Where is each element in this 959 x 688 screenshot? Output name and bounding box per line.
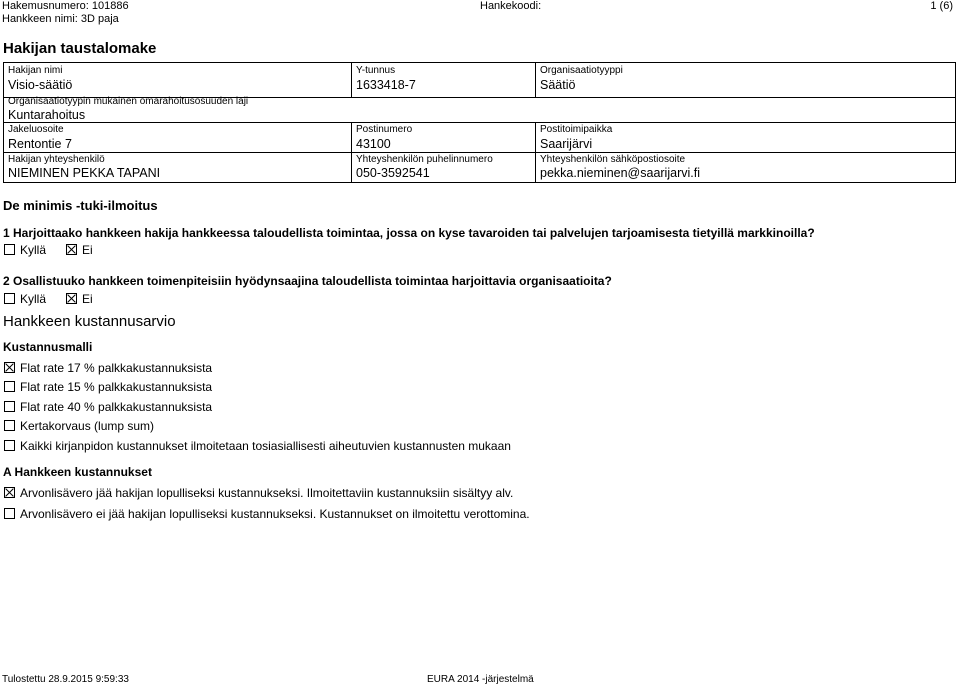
cost-model-option[interactable] bbox=[4, 361, 212, 375]
project-code: Hankekoodi: bbox=[480, 0, 542, 12]
postcode-label: Postinumero bbox=[356, 124, 413, 135]
q2-yes-option[interactable] bbox=[4, 292, 46, 306]
city: Saarijärvi bbox=[540, 137, 593, 151]
cost-model-option[interactable] bbox=[4, 439, 511, 453]
budget-title: Hankkeen kustannusarvio bbox=[3, 313, 176, 330]
cost-model-option[interactable] bbox=[4, 419, 154, 433]
cost-model-label: Kertakorvaus (lump sum) bbox=[20, 419, 155, 433]
cofunding: Kuntarahoitus bbox=[8, 108, 86, 122]
q2-yes-label: Kyllä bbox=[20, 292, 47, 306]
checkbox-checked-icon bbox=[4, 362, 15, 373]
q1-no-option[interactable] bbox=[66, 243, 93, 257]
checkbox-empty-icon bbox=[4, 381, 15, 392]
q1-no-label: Ei bbox=[82, 243, 93, 257]
checkbox-empty-icon bbox=[4, 508, 15, 519]
q1-yes-option[interactable] bbox=[4, 243, 46, 257]
city-label: Postitoimipaikka bbox=[540, 124, 613, 135]
applicant-name-label: Hakijan nimi bbox=[8, 65, 63, 76]
email: pekka.nieminen@saarijarvi.fi bbox=[540, 166, 700, 180]
vat-option[interactable] bbox=[4, 507, 530, 521]
q1-yes-label: Kyllä bbox=[20, 243, 47, 257]
application-number: Hakemusnumero: 101886 bbox=[2, 0, 129, 12]
phone-label: Yhteyshenkilön puhelinnumero bbox=[356, 154, 493, 165]
checkbox-checked-icon bbox=[66, 293, 77, 304]
project-name: Hankkeen nimi: 3D paja bbox=[2, 13, 119, 25]
q2-no-option[interactable] bbox=[66, 292, 93, 306]
cost-model-title: Kustannusmalli bbox=[3, 340, 93, 354]
checkbox-empty-icon bbox=[4, 440, 15, 451]
postcode: 43100 bbox=[356, 137, 391, 151]
phone: 050-3592541 bbox=[356, 166, 430, 180]
system-name: EURA 2014 -järjestelmä bbox=[427, 674, 534, 685]
form-title: Hakijan taustalomake bbox=[3, 40, 157, 57]
project-costs-title: A Hankkeen kustannukset bbox=[3, 465, 152, 479]
cost-model-label: Flat rate 15 % palkkakustannuksista bbox=[20, 380, 213, 394]
contact: NIEMINEN PEKKA TAPANI bbox=[8, 166, 161, 180]
checkbox-checked-icon bbox=[4, 487, 15, 498]
cost-model-label: Kaikki kirjanpidon kustannukset ilmoitetaan tosiasiallisesti aiheutuvien kustannusten mukaan bbox=[20, 439, 511, 453]
org-type: Säätiö bbox=[540, 78, 576, 92]
de-minimis-title: De minimis -tuki-ilmoitus bbox=[3, 198, 158, 213]
business-id: 1633418-7 bbox=[356, 78, 416, 92]
checkbox-empty-icon bbox=[4, 244, 15, 255]
checkbox-empty-icon bbox=[4, 293, 15, 304]
vat-option[interactable] bbox=[4, 486, 513, 500]
cost-model-label: Flat rate 17 % palkkakustannuksista bbox=[20, 361, 213, 375]
contact-label: Hakijan yhteyshenkilö bbox=[8, 154, 105, 165]
cost-model-option[interactable] bbox=[4, 400, 212, 414]
email-label: Yhteyshenkilön sähköpostiosoite bbox=[540, 154, 686, 165]
page-number: 1 (6) bbox=[930, 0, 953, 12]
de-minimis-question-1: 1 Harjoittaako hankkeen hakija hankkeessa taloudellista toimintaa, jossa on kyse tavaroiden tai palvelujen tarjoamisesta tietyillä markkinoilla? bbox=[3, 226, 815, 240]
cost-model-option[interactable] bbox=[4, 380, 212, 394]
cost-model-label: Flat rate 40 % palkkakustannuksista bbox=[20, 400, 213, 414]
vat-option-label: Arvonlisävero ei jää hakijan lopulliseksi kustannukseksi. Kustannukset on ilmoitettu verottomina. bbox=[20, 507, 530, 521]
checkbox-empty-icon bbox=[4, 420, 15, 431]
address: Rentontie 7 bbox=[8, 137, 72, 151]
q2-no-label: Ei bbox=[82, 292, 93, 306]
cofunding-label: Organisaatiotyypin mukainen omarahoitusosuuden laji bbox=[8, 96, 249, 107]
print-timestamp: Tulostettu 28.9.2015 9:59:33 bbox=[2, 674, 129, 685]
address-label: Jakeluosoite bbox=[8, 124, 64, 135]
checkbox-empty-icon bbox=[4, 401, 15, 412]
de-minimis-question-2: 2 Osallistuuko hankkeen toimenpiteisiin hyödynsaajina taloudellista toimintaa harjoittavia organisaatioita? bbox=[3, 274, 612, 288]
org-type-label: Organisaatiotyyppi bbox=[540, 65, 623, 76]
applicant-name: Visio-säätiö bbox=[8, 78, 73, 92]
vat-option-label: Arvonlisävero jää hakijan lopulliseksi kustannukseksi. Ilmoitettaviin kustannuksiin sisältyy alv. bbox=[20, 486, 514, 500]
checkbox-checked-icon bbox=[66, 244, 77, 255]
business-id-label: Y-tunnus bbox=[356, 65, 396, 76]
